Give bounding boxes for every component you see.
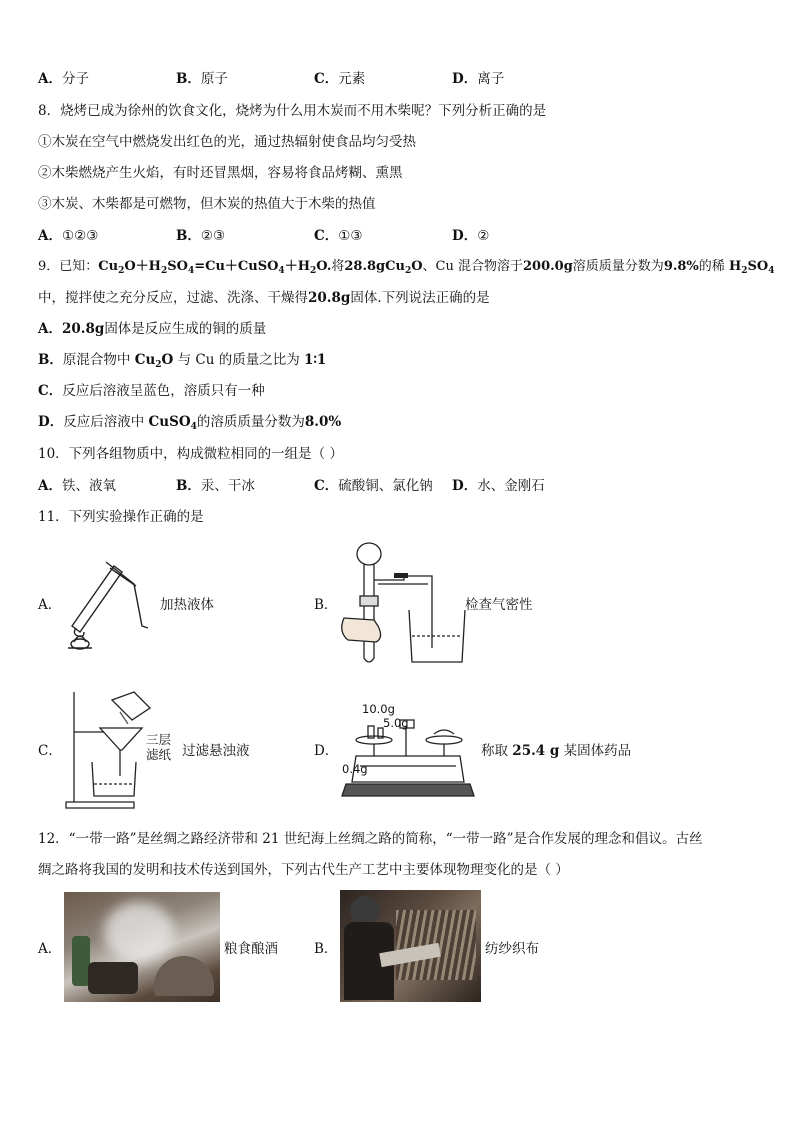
q10-option-b: B．汞、干冰: [176, 478, 255, 494]
q10-option-a: A．铁、液氧: [38, 478, 116, 494]
weaving-photo: [340, 890, 481, 1002]
heating-liquid-figure: [62, 556, 158, 656]
q8-item-2: ②木柴燃烧产生火焰，有时还冒黑烟，容易将食品烤糊、熏黑: [38, 165, 403, 181]
q8-option-a: A．①②③: [38, 228, 99, 244]
q9-stem: 9．已知：$Cu_2O+H_2SO_4=Cu+CuSO_4+H_2O$.将28.8gCu$_2$O、Cu 混合物溶于200.0g溶质质量分数为9.8%的稀 $H_2SO_4$: [38, 259, 775, 276]
q11-option-b-label: B．: [314, 597, 338, 613]
q11-stem: 11．下列实验操作正确的是: [38, 509, 204, 525]
q7-option-c: C．元素: [314, 71, 366, 87]
q11-option-c-text: 过滤悬浊液: [182, 743, 250, 759]
q11-option-c-label: C．: [38, 743, 62, 759]
q8-stem: 8．烧烤已成为徐州的饮食文化，烧烤为什么用木炭而不用木柴呢？下列分析正确的是: [38, 103, 547, 119]
q12-stem-line2: 绸之路将我国的发明和技术传送到国外，下列古代生产工艺中主要体现物理变化的是（ ）: [38, 862, 569, 878]
q10-option-d: D．水、金刚石: [452, 478, 545, 494]
filtration-figure: [64, 688, 154, 812]
q9-option-d: D．反应后溶液中 CuSO$_4$的溶质质量分数为8.0%: [38, 414, 342, 432]
q11-option-d-label: D．: [314, 743, 339, 759]
weight-label-5g: 5.0g: [383, 716, 409, 730]
q12-option-a-text: 粮食酿酒: [224, 941, 278, 957]
q9-stem-line2: 中，搅拌使之充分反应，过滤、洗涤、干燥得20.8g固体.下列说法正确的是: [38, 290, 490, 306]
weight-label-10g: 10.0g: [362, 702, 395, 716]
q12-option-b-label: B．: [314, 941, 338, 957]
balance-figure: [340, 696, 476, 800]
q7-option-a: A．分子: [38, 71, 89, 87]
q7-option-d: D．离子: [452, 71, 505, 87]
q11-option-a-label: A．: [38, 597, 62, 613]
q9-option-b: B．原混合物中 $Cu_2O$ 与 Cu 的质量之比为 1∶1: [38, 352, 327, 370]
q12-option-b-text: 纺纱织布: [485, 941, 539, 957]
q8-option-c: C．①③: [314, 228, 363, 244]
q8-item-3: ③木炭、木柴都是可燃物，但木炭的热值大于木柴的热值: [38, 196, 376, 212]
q10-stem: 10．下列各组物质中，构成微粒相同的一组是（ ）: [38, 446, 343, 462]
q9-option-a: A．20.8g固体是反应生成的铜的质量: [38, 321, 267, 337]
airtightness-figure: [334, 540, 466, 670]
brewing-photo: [64, 892, 220, 1002]
q8-option-b: B．②③: [176, 228, 226, 244]
q7-option-b: B．原子: [176, 71, 228, 87]
q12-option-a-label: A．: [38, 941, 62, 957]
q9-option-c: C．反应后溶液呈蓝色，溶质只有一种: [38, 383, 265, 399]
q11-option-d-text: 称取 25.4 g 某固体药品: [481, 743, 632, 759]
q12-stem-line1: 12．“一带一路”是丝绸之路经济带和 21 世纪海上丝绸之路的简称，“一带一路”是合作发展的理念和倡议。古丝: [38, 831, 703, 847]
q10-option-c: C．硫酸铜、氯化钠: [314, 478, 433, 494]
q8-item-1: ①木炭在空气中燃烧发出红色的光，通过热辐射使食品均匀受热: [38, 134, 416, 150]
q11-option-a-text: 加热液体: [160, 597, 214, 613]
q11-option-b-text: 检查气密性: [465, 597, 533, 613]
weight-label-04g: 0.4g: [342, 762, 368, 776]
q8-option-d: D．②: [452, 228, 490, 244]
filter-paper-note: 三层 滤纸: [146, 732, 172, 762]
